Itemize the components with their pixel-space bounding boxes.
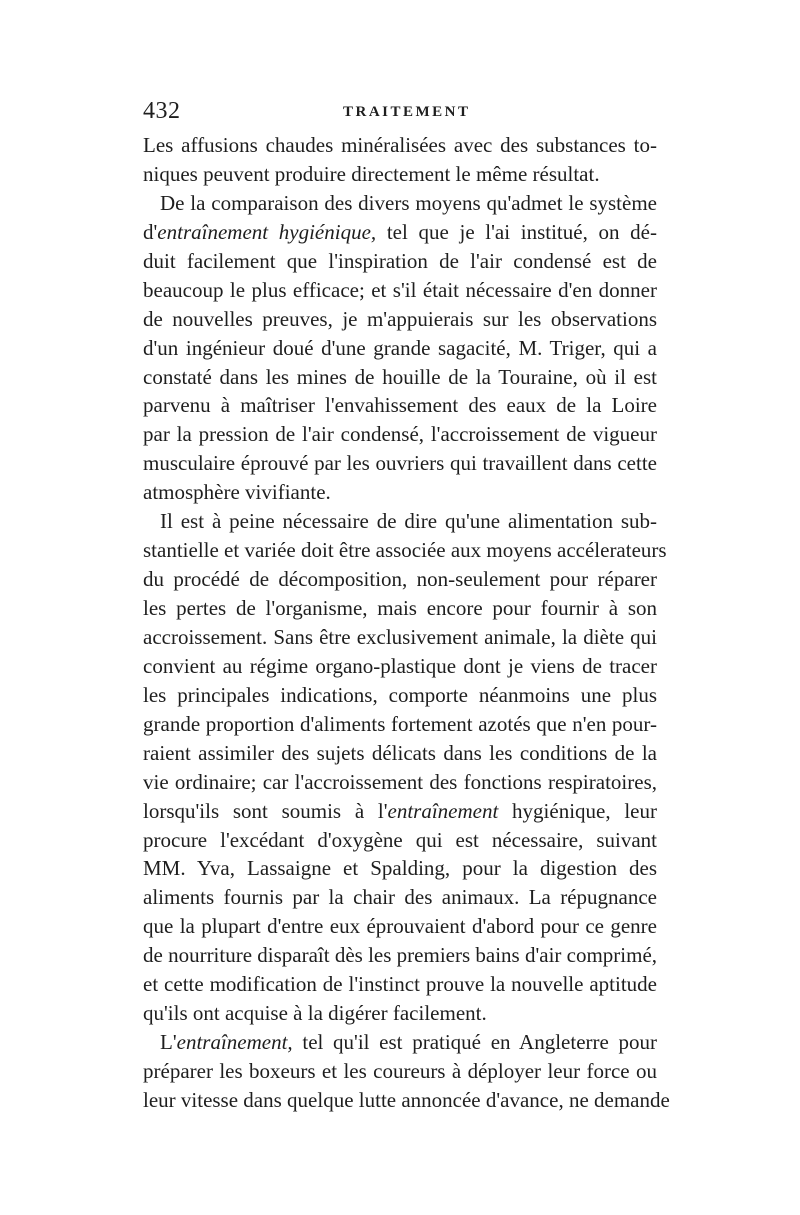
italic-term: entraînement,	[176, 1030, 293, 1055]
text-segment: L'	[160, 1030, 177, 1055]
text-line: par la pression de l'air condensé, l'accroissement de vigueur	[143, 422, 657, 447]
running-head: TRAITEMENT	[343, 104, 471, 120]
text-line: de nourriture disparaît dès les premiers bains d'air comprimé,	[143, 943, 658, 968]
text-line: MM. Yva, Lassaigne et Spalding, pour la digestion des	[143, 856, 657, 881]
text-line: raient assimiler des sujets délicats dans les conditions de la	[143, 740, 657, 765]
text-line: que la plupart d'entre eux éprouvaient d'abord pour ce genre	[143, 914, 657, 939]
text-segment: tel qu'il est pratiqué en Angleterre pour	[292, 1030, 657, 1055]
body-text	[143, 131, 670, 1115]
text-line: convient au régime organo-plastique dont je viens de tracer	[143, 653, 657, 678]
text-line	[143, 218, 657, 247]
text-line: stantielle et variée doit être associée aux moyens accélerateurs	[143, 538, 667, 563]
page-number: 432	[143, 98, 181, 124]
text-line: grande proportion d'aliments fortement azotés que n'en pour-	[143, 711, 657, 736]
text-segment: lorsqu'ils sont soumis à l'	[143, 798, 388, 823]
text-line: du procédé de décomposition, non-seulement pour réparer	[143, 567, 657, 592]
text-segment: tel que je l'ai institué, on dé-	[376, 219, 657, 244]
text-line: constaté dans les mines de houille de la Touraine, où il est	[143, 364, 657, 389]
text-line: Il est à peine nécessaire de dire qu'une alimentation sub-	[160, 509, 657, 534]
text-line: qu'ils ont acquise à la digérer facilement.	[143, 1001, 487, 1026]
text-line: de nouvelles preuves, je m'appuierais sur les observations	[143, 306, 657, 331]
text-line: vie ordinaire; car l'accroissement des fonctions respiratoires,	[143, 769, 657, 794]
text-line: leur vitesse dans quelque lutte annoncée d'avance, ne demande	[143, 1087, 670, 1112]
text-line: aliments fournis par la chair des animaux. La répugnance	[143, 885, 657, 910]
text-line	[143, 797, 657, 826]
text-line: niques peuvent produire directement le même résultat.	[143, 161, 600, 186]
page-header	[143, 96, 657, 126]
text-line: beaucoup le plus efficace; et s'il était nécessaire d'en donner	[143, 277, 657, 302]
text-segment: hygiénique, leur	[498, 798, 657, 823]
text-line: Les affusions chaudes minéralisées avec des substances to-	[143, 133, 657, 157]
text-line: préparer les boxeurs et les coureurs à déployer leur force ou	[143, 1059, 657, 1083]
text-line: les pertes de l'organisme, mais encore pour fournir à son	[143, 596, 657, 620]
text-line: accroissement. Sans être exclusivement animale, la diète qui	[143, 624, 657, 649]
text-line: et cette modification de l'instinct prouve la nouvelle aptitude	[143, 972, 657, 997]
text-line: d'un ingénieur doué d'une grande sagacité, M. Triger, qui a	[143, 335, 657, 360]
italic-term: entraînement	[387, 798, 499, 823]
text-line: parvenu à maîtriser l'envahissement des eaux de la Loire	[143, 393, 657, 418]
text-line: procure l'excédant d'oxygène qui est nécessaire, suivant	[143, 827, 657, 852]
text-line: musculaire éprouvé par les ouvriers qui travaillent dans cette	[143, 451, 657, 476]
text-line: duit facilement que l'inspiration de l'air condensé est de	[143, 248, 657, 273]
text-line: De la comparaison des divers moyens qu'admet le système	[160, 190, 657, 215]
italic-term: entraînement hygiénique,	[157, 219, 377, 244]
text-line	[143, 1028, 657, 1057]
text-line: atmosphère vivifiante.	[143, 480, 331, 505]
text-segment: d'	[143, 219, 158, 244]
text-line: les principales indications, comporte néanmoins une plus	[143, 682, 657, 707]
